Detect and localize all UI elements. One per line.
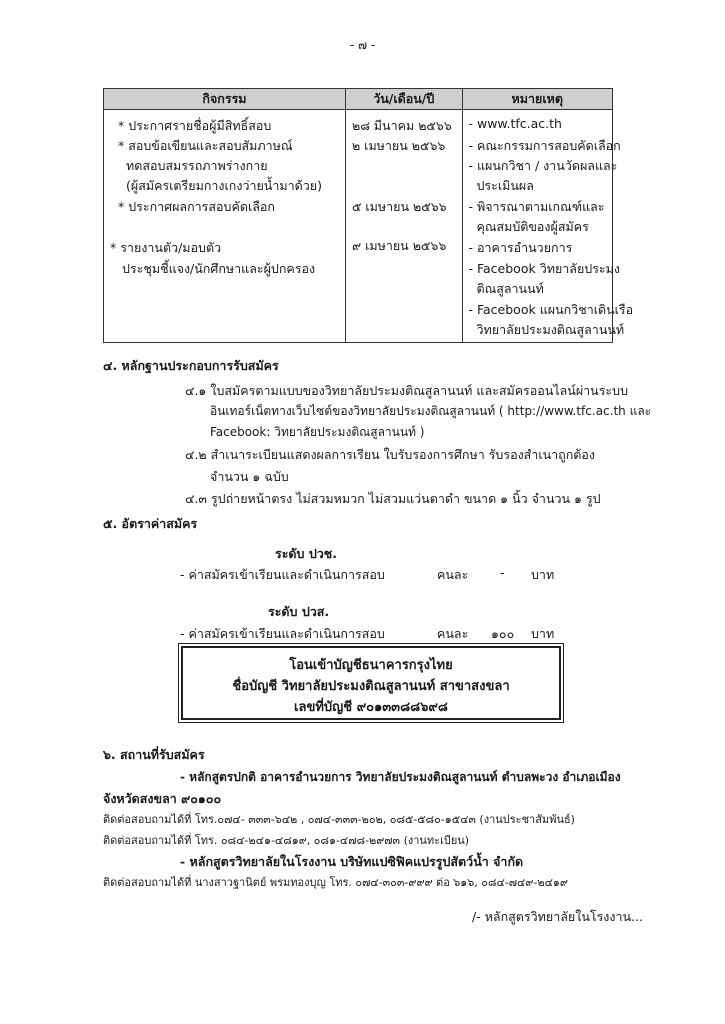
remark-cell [462, 110, 634, 343]
section4-heading: ๔. หลักฐานประกอบการรับสมัคร [103, 358, 279, 373]
remark-item: - แผนกวิชา / งานวัดผลและ [468, 158, 618, 173]
contact-line: ติดต่อสอบถามได้ที่ นางสาวฐานิตย์ พรมทองบุญ โทร. ๐๗๔-๓๐๓-๙๙๙ ต่อ ๖๑๖, ๐๘๔-๗๔๙-๒๔๑๙ [103, 876, 568, 889]
factory-course: - หลักสูตรวิทยาลัยในโรงงาน บริษัทแปซิฟิคแปรรูปสัตว์น้ำ จำกัด [180, 854, 524, 869]
fee-unit: บาท [531, 626, 555, 641]
date-item: ๙ เมษายน ๒๕๖๖ [351, 238, 447, 253]
remark-item: คุณสมบัติของผู้สมัคร [476, 219, 589, 234]
fee-label: - ค่าสมัครเข้าเรียนและดำเนินการสอบ [180, 626, 385, 641]
header-activity: กิจกรรม [104, 89, 346, 110]
activity-item: ทดสอบสมรรถภาพร่างกาย [126, 158, 268, 173]
schedule-table [103, 88, 634, 343]
bank-account-box [181, 646, 561, 720]
activity-item: * รายงานตัว/มอบตัว [110, 240, 222, 255]
continued-note: /- หลักสูตรวิทยาลัยในโรงงาน... [472, 909, 643, 924]
activity-item: (ผู้สมัครเตรียมกางเกงว่ายน้ำมาด้วย) [126, 178, 322, 193]
fee-per: คนละ [437, 626, 469, 641]
fee-amount: - [500, 565, 505, 580]
section4-item: Facebook: วิทยาลัยประมงติณสูลานนท์ ) [210, 425, 425, 439]
level-pvs: ระดับ ปวส. [268, 604, 330, 619]
remark-item: - คณะกรรมการสอบคัดเลือก [468, 138, 621, 153]
date-item: ๒๘ มีนาคม ๒๕๖๖ [351, 118, 452, 133]
level-pvc: ระดับ ปวช. [275, 546, 338, 561]
remark-item: - พิจารณาตามเกณฑ์และ [468, 199, 605, 214]
remark-item: ประเมินผล [476, 178, 534, 193]
remark-item: - Facebook วิทยาลัยประมง [468, 261, 620, 276]
section5-heading: ๕. อัตราค่าสมัคร [103, 516, 198, 531]
section4-item: อินเทอร์เน็ตทางเว็บไซต์ของวิทยาลัยประมงติณสูลานนท์ ( http://www.tfc.ac.th และ [210, 404, 652, 418]
header-remark: หมายเหตุ [462, 89, 613, 110]
remark-item: - อาคารอำนวยการ [468, 240, 573, 255]
fee-amount: ๑๐๐ [491, 626, 515, 641]
bank-name: โอนเข้าบัญชีธนาคารกรุงไทย [289, 658, 453, 673]
activity-item: * ประกาศรายชื่อผู้มีสิทธิ์สอบ [118, 118, 272, 133]
account-number: เลขที่บัญชี ๙๐๑๓๓๘๘๖๙๘ [294, 700, 448, 715]
section4-item: ๔.๒ สำเนาระเบียนแสดงผลการเรียน ใบรับรองการศึกษา รับรองสำเนาถูกต้อง [185, 447, 596, 462]
remark-item: - Facebook แผนกวิชาเดินเรือ [468, 302, 634, 317]
activity-item: * ประกาศผลการสอบคัดเลือก [118, 199, 275, 214]
header-date: วัน/เดือน/ปี [345, 89, 462, 110]
section4-item: ๔.๓ รูปถ่ายหน้าตรง ไม่สวมหมวก ไม่สวมแว่นตาดำ ขนาด ๑ นิ้ว จำนวน ๑ รูป [185, 491, 601, 506]
page-number: - ๗ - [349, 38, 376, 52]
fee-per: คนละ [437, 567, 469, 582]
fee-label: - ค่าสมัครเข้าเรียนและดำเนินการสอบ [180, 567, 385, 582]
contact-line: ติดต่อสอบถามได้ที่ โทร.๐๗๔- ๓๓๓-๖๔๒ , ๐๗๔-๓๓๓-๒๐๒, ๐๘๕-๕๘๐-๑๕๔๓ (งานประชาสัมพันธ์) [103, 813, 575, 826]
activity-item: * สอบข้อเขียนและสอบสัมภาษณ์ [118, 138, 293, 153]
activity-item: ประชุมชี้แจง/นักศึกษาและผู้ปกครอง [122, 261, 316, 276]
section4-item: ๔.๑ ใบสมัครตามแบบของวิทยาลัยประมงติณสูลานนท์ และสมัครออนไลน์ผ่านระบบ [185, 383, 629, 398]
activity-cell [104, 110, 346, 343]
fee-unit: บาท [531, 567, 555, 582]
date-item: ๒ เมษายน ๒๕๖๖ [351, 138, 446, 153]
account-name: ชื่อบัญชี วิทยาลัยประมงติณสูลานนท์ สาขาสงขลา [232, 679, 510, 694]
contact-line: ติดต่อสอบถามได้ที่ โทร. ๐๘๔-๒๔๑-๔๘๑๙, ๐๘๑-๔๗๘-๒๙๗๓ (งานทะเบียน) [103, 834, 470, 847]
remark-item: วิทยาลัยประมงติณสูลานนท์ [476, 322, 625, 337]
section4-item: จำนวน ๑ ฉบับ [210, 469, 289, 484]
remark-item: - www.tfc.ac.th [468, 116, 562, 131]
normal-course: - หลักสูตรปกติ อาคารอำนวยการ วิทยาลัยประมงติณสูลานนท์ ตำบลพะวง อำเภอเมือง [180, 770, 621, 784]
section6-heading: ๖. สถานที่รับสมัคร [103, 747, 205, 762]
remark-item: ติณสูลานนท์ [476, 281, 544, 296]
date-cell [345, 110, 462, 343]
province: จังหวัดสงขลา ๙๐๑๐๐ [103, 791, 222, 806]
date-item: ๕ เมษายน ๒๕๖๖ [351, 199, 447, 214]
